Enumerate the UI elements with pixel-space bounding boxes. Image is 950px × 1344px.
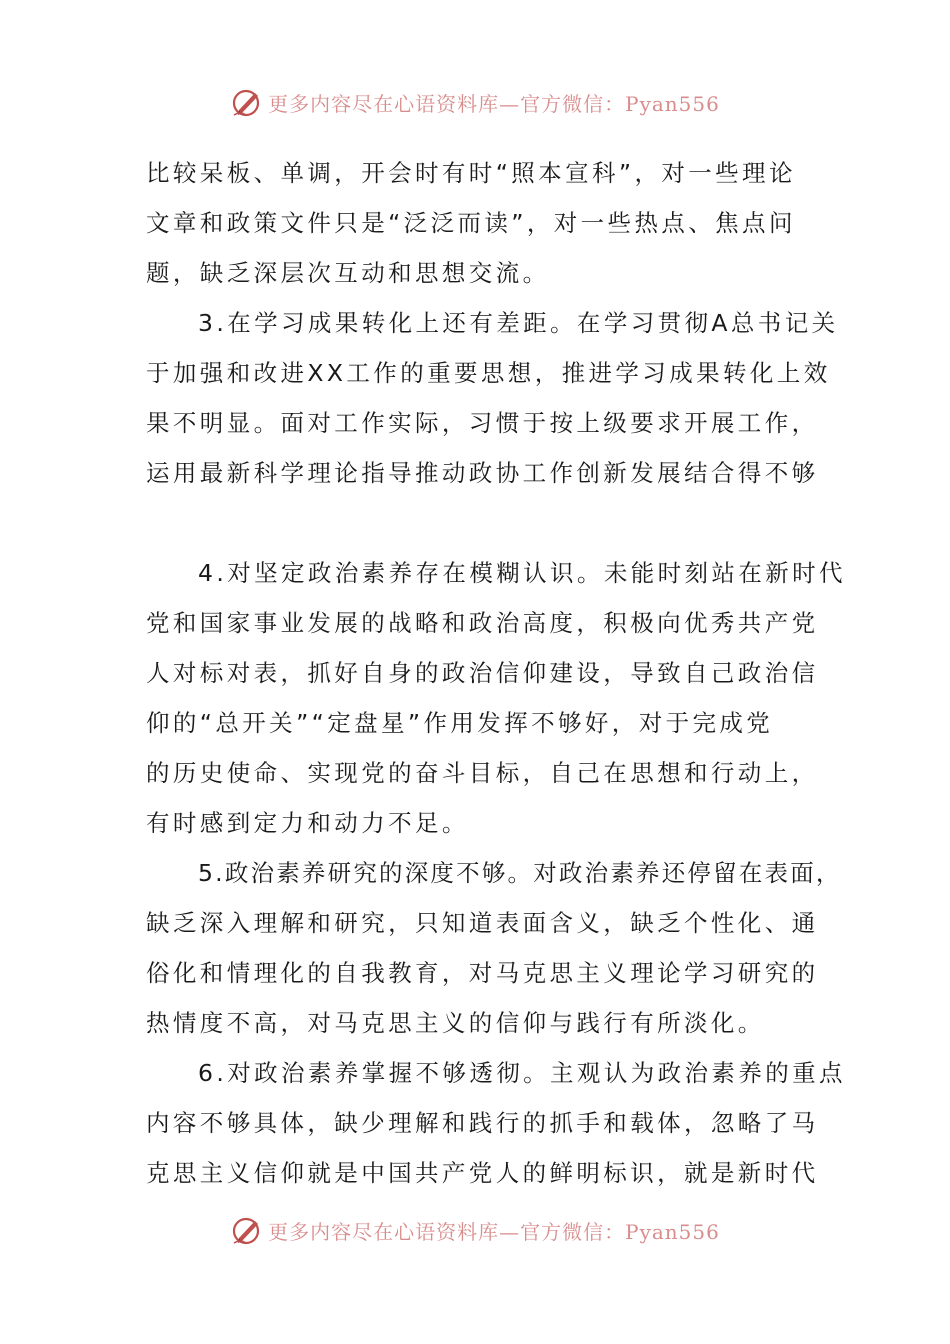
paragraph-5 (146, 848, 842, 1048)
text-line: 于加强和改进XX工作的重要思想，推进学习成果转化上效 (146, 359, 831, 387)
text-line: 热情度不高，对马克思主义的信仰与践行有所淡化。 (146, 1009, 765, 1037)
text-line: 俗化和情理化的自我教育，对马克思主义理论学习研究的 (146, 959, 819, 987)
paragraph-3 (146, 298, 839, 498)
text-line: 内容不够具体，缺少理解和践行的抓手和载体，忽略了马 (146, 1109, 819, 1137)
text-line: 的历史使命、实现党的奋斗目标，自己在思想和行动上， (146, 759, 819, 787)
text-line: 3.在学习成果转化上还有差距。在学习贯彻A总书记关 (198, 309, 839, 337)
paragraph-2-tail (146, 148, 812, 298)
text-line: 有时感到定力和动力不足。 (146, 809, 469, 837)
text-line: 文章和政策文件只是“泛泛而读”，对一些热点、焦点问 (146, 209, 796, 237)
text-line: 克思主义信仰就是中国共产党人的鲜明标识，就是新时代 (146, 1159, 819, 1187)
pen-circle-icon (230, 1213, 264, 1247)
text-line: 仰的“总开关”“定盘星”作用发挥不够好，对于完成党 (146, 709, 774, 737)
text-line: 6.对政治素养掌握不够透彻。主观认为政治素养的重点 (198, 1059, 846, 1087)
footer-watermark-banner (0, 1210, 950, 1250)
text-line: 果不明显。面对工作实际，习惯于按上级要求开展工作， (146, 409, 819, 437)
text-line: 党和国家事业发展的战略和政治高度，积极向优秀共产党 (146, 609, 819, 637)
text-line: 题，缺乏深层次互动和思想交流。 (146, 259, 550, 287)
text-line: 5.政治素养研究的深度不够。对政治素养还停留在表面， (198, 859, 842, 887)
banner-text: 更多内容尽在心语资料库—官方微信：Pyan556 (268, 91, 720, 116)
text-line: 4.对坚定政治素养存在模糊认识。未能时刻站在新时代 (198, 559, 846, 587)
text-line: 比较呆板、单调，开会时有时“照本宣科”，对一些理论 (146, 159, 796, 187)
paragraph-gap (146, 498, 812, 548)
text-line: 缺乏深入理解和研究，只知道表面含义，缺乏个性化、通 (146, 909, 819, 937)
text-line: 人对标对表，抓好自身的政治信仰建设，导致自己政治信 (146, 659, 819, 687)
text-line: 运用最新科学理论指导推动政协工作创新发展结合得不够 (146, 459, 819, 487)
paragraph-4 (146, 548, 846, 848)
header-watermark-banner (0, 82, 950, 122)
banner-text: 更多内容尽在心语资料库—官方微信：Pyan556 (268, 1219, 720, 1244)
pen-circle-icon (230, 85, 264, 119)
document-body (146, 148, 846, 1198)
paragraph-6 (146, 1048, 846, 1198)
